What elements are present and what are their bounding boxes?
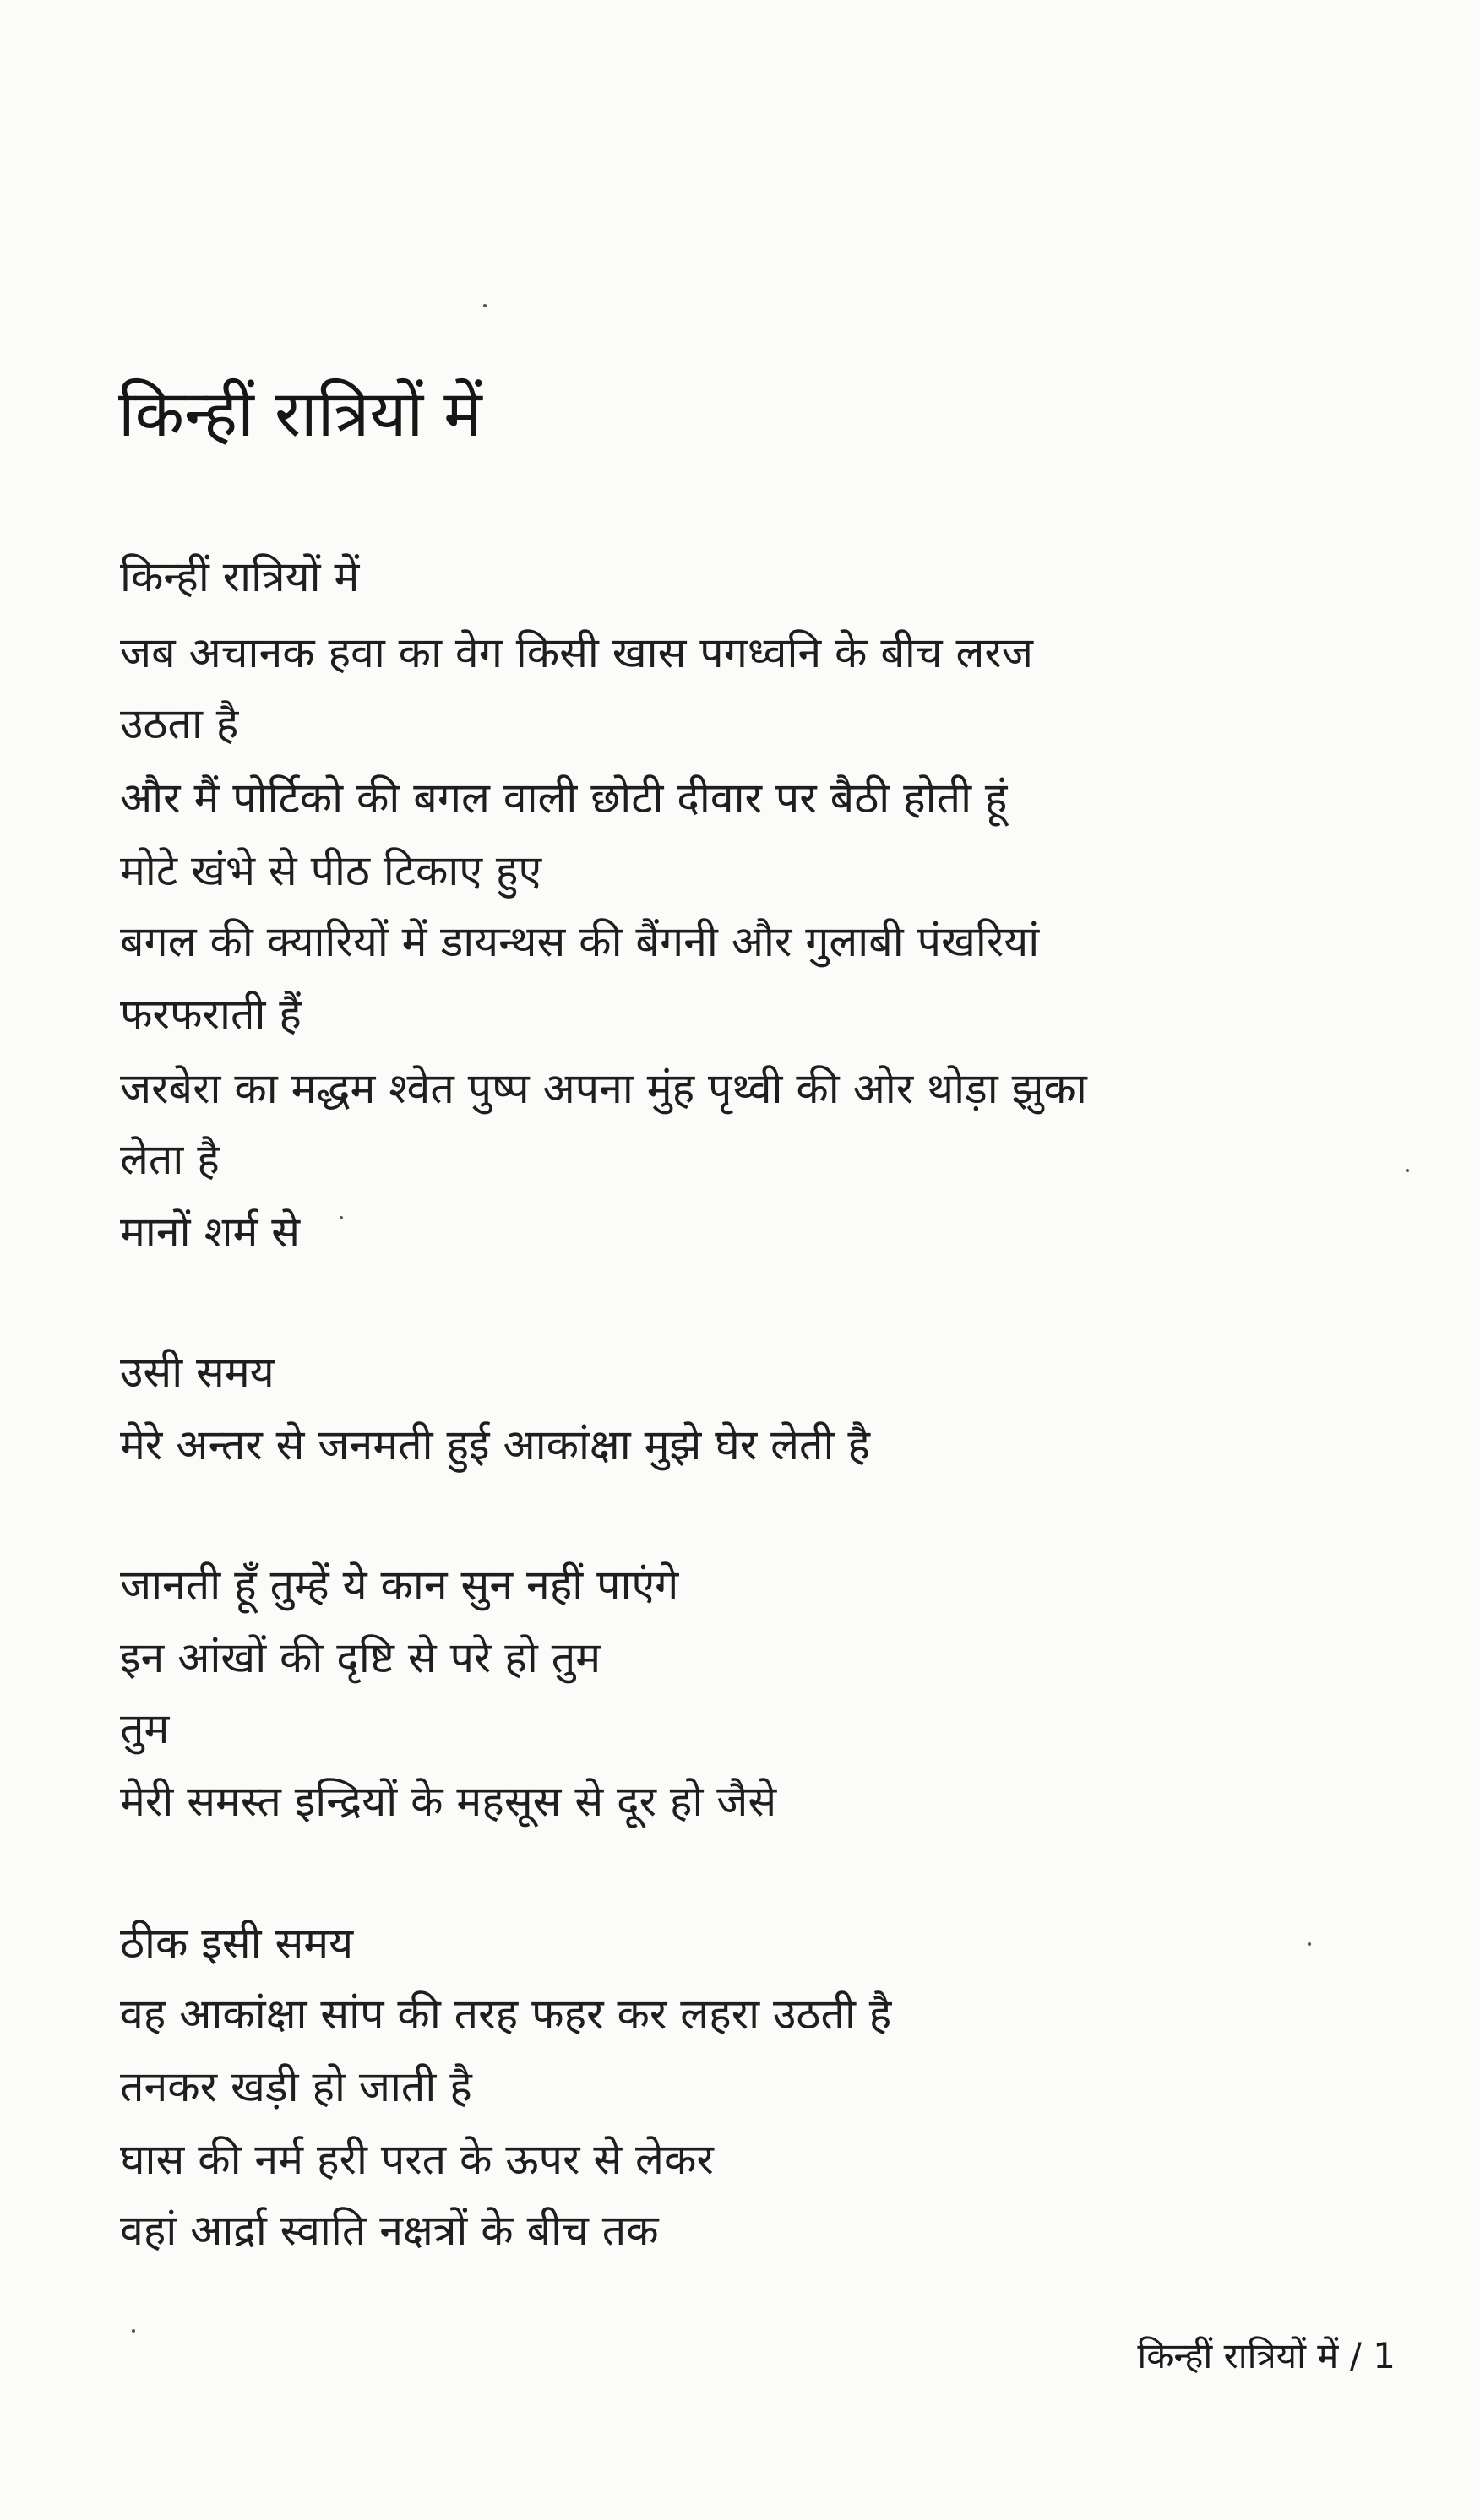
scan-speck — [132, 2329, 135, 2333]
poem-line: ठीक इसी समय — [120, 1919, 354, 1968]
poem-line: मोटे खंभे से पीठ टिकाए हुए — [120, 846, 542, 895]
scan-speck — [483, 304, 487, 307]
poem-line: तनकर खड़ी हो जाती है — [120, 2062, 472, 2111]
page-footer: किन्हीं रात्रियों में / 1 — [1137, 2335, 1396, 2376]
poem-line: मेरी समस्त इन्द्रियों के महसूस से दूर हो जैसे — [120, 1777, 777, 1826]
poem-line: मानों शर्म से — [120, 1208, 301, 1257]
poem-line: किन्हीं रात्रियों में — [120, 552, 360, 601]
poem-line: तुम — [120, 1704, 170, 1753]
poem-line: बगल की क्यारियों में डायन्थस की बैंगनी और गुलाबी पंखरियां — [120, 917, 1040, 966]
poem-title: किन्हीं रात्रियों में — [118, 376, 482, 451]
poem-line: वह आकांक्षा सांप की तरह फहर कर लहरा उठती है — [120, 1990, 892, 2039]
poem-line: उठता है — [120, 699, 239, 748]
scan-speck — [1308, 1942, 1311, 1946]
poem-line: लेता है — [120, 1135, 220, 1184]
poem-line: मेरे अन्तर से जनमती हुई आकांक्षा मुझे घेर लेती है — [120, 1420, 870, 1469]
poem-line: घास की नर्म हरी परत के ऊपर से लेकर — [120, 2135, 714, 2184]
poem-line: वहां आर्द्रा स्वाति नक्षत्रों के बीच तक — [120, 2206, 659, 2255]
scan-speck — [1406, 1169, 1409, 1172]
scan-speck — [340, 1216, 343, 1219]
poem-line: फरफराती हैं — [120, 990, 302, 1039]
poem-line: जानती हूँ तुम्हें ये कान सुन नहीं पाएंगे — [120, 1561, 679, 1610]
poem-line: जब अचानक हवा का वेग किसी खास पगध्वनि के बीच लरज — [120, 628, 1033, 677]
poem-line: और मैं पोर्टिको की बगल वाली छोटी दीवार पर बैठी होती हूं — [120, 774, 1008, 823]
poem-line: इन आंखों की दृष्टि से परे हो तुम — [120, 1633, 601, 1682]
poem-line: जरबेरा का मद्धम श्वेत पुष्प अपना मुंह पृथ्वी की ओर थोड़ा झुका — [120, 1064, 1087, 1113]
poem-line: उसी समय — [120, 1348, 275, 1397]
